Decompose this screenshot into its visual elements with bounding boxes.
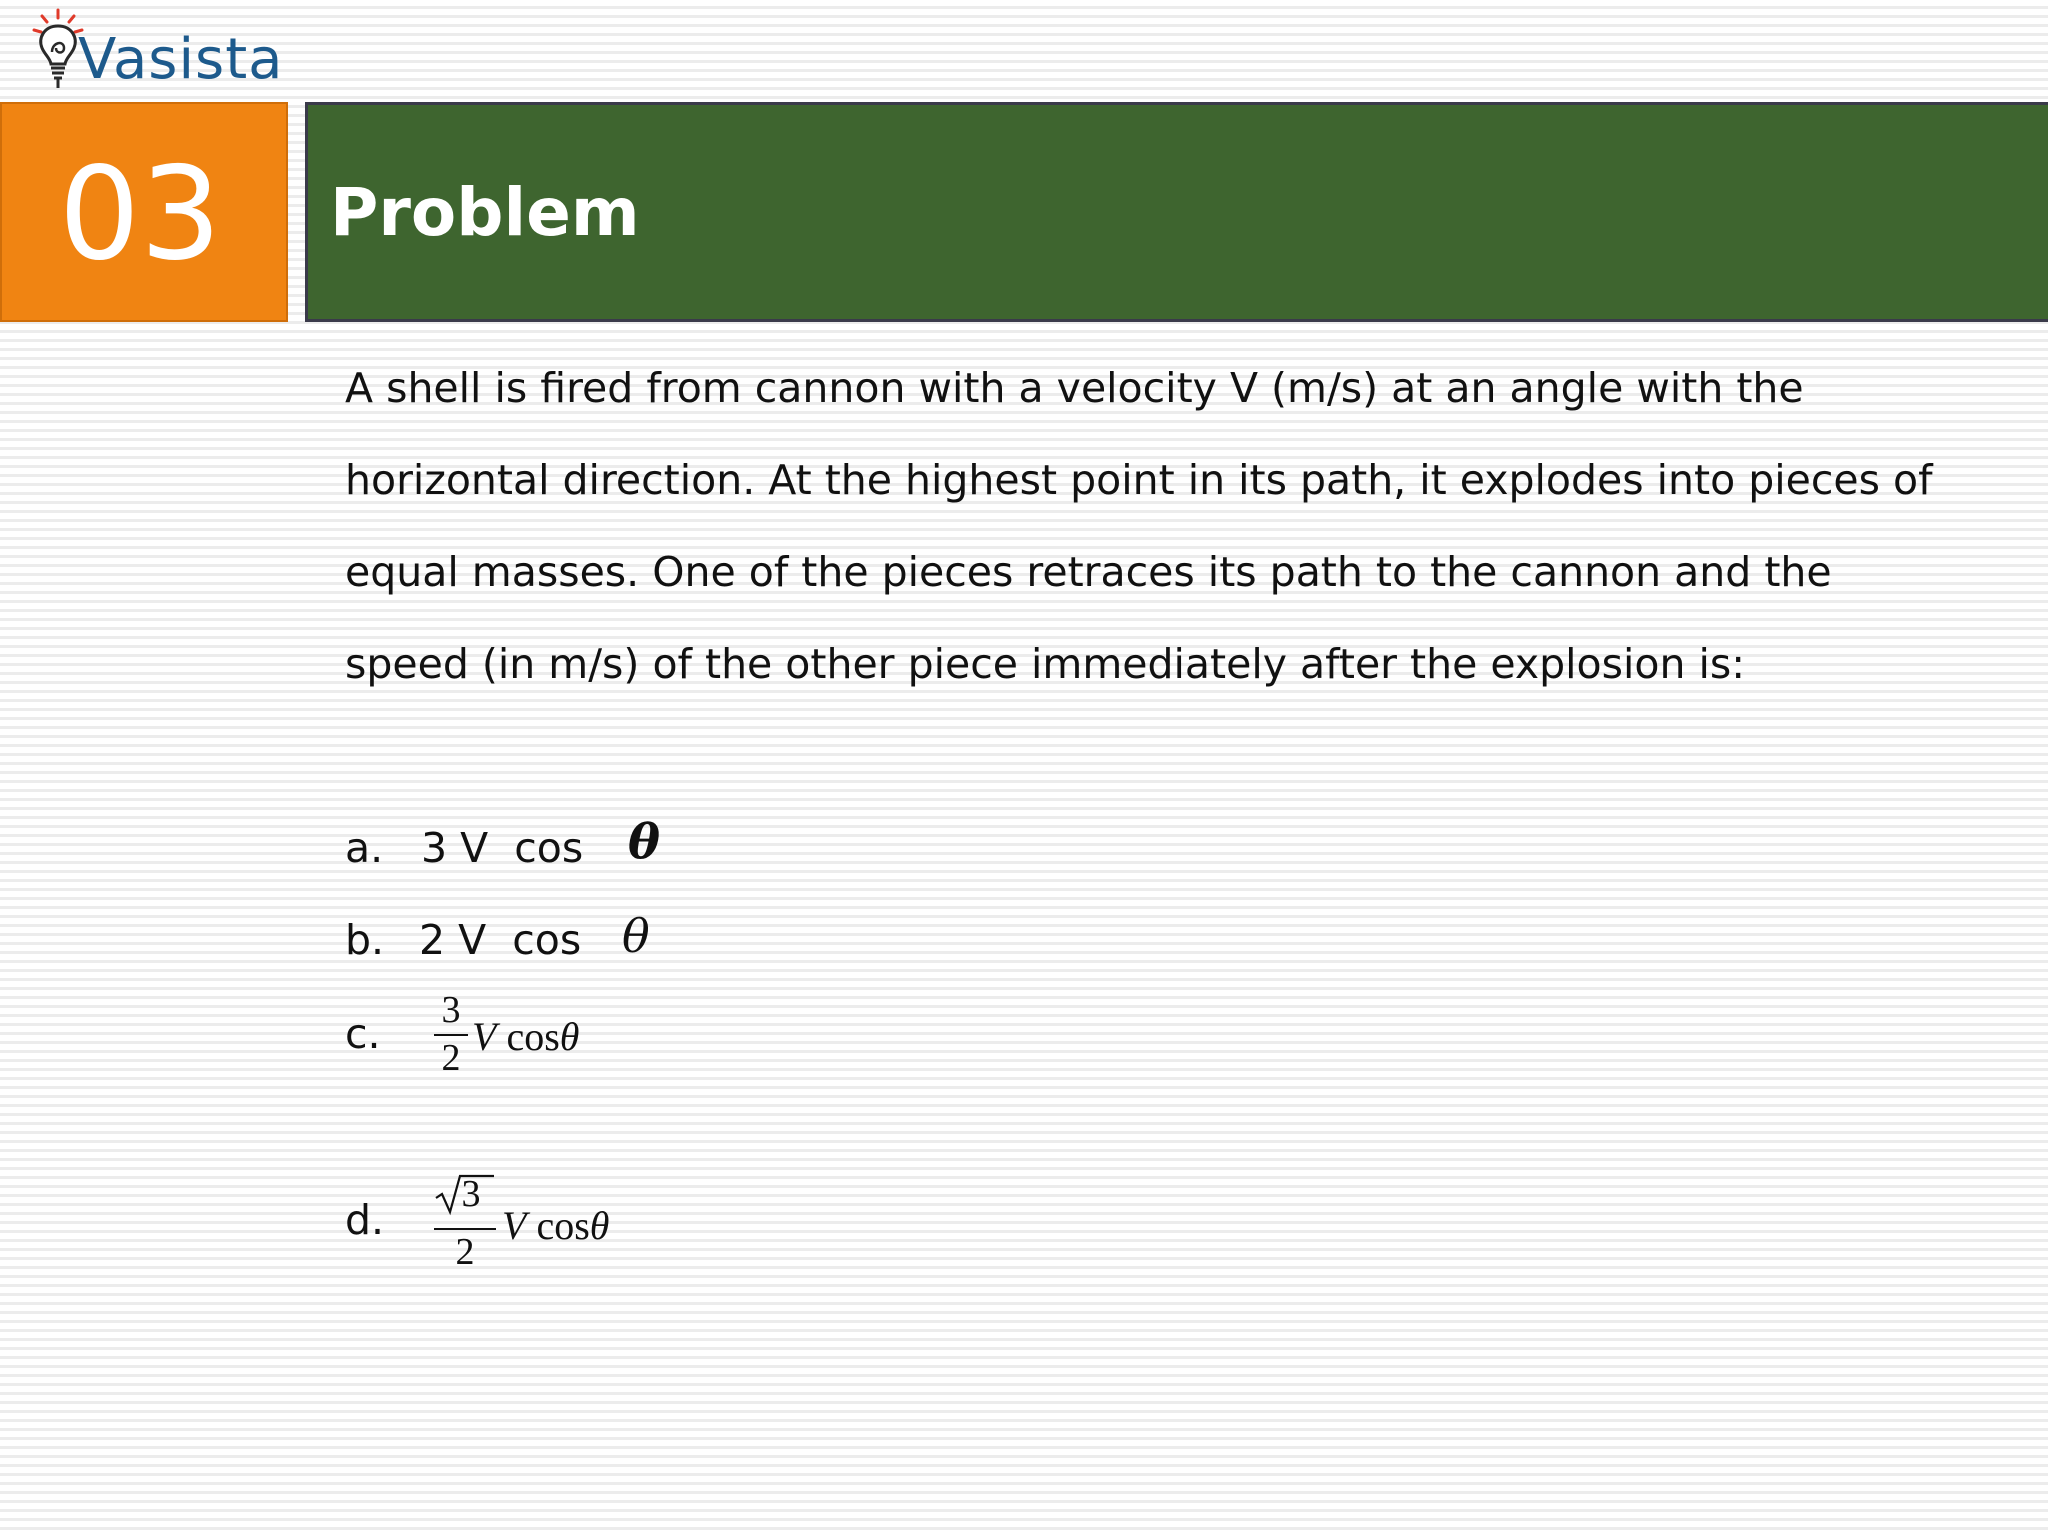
slide-title: Problem bbox=[330, 174, 640, 251]
question-line: speed (in m/s) of the other piece immediately after the explosion is: bbox=[345, 640, 1746, 688]
vasista-logo bbox=[22, 4, 292, 96]
option-b-theta: θ bbox=[622, 909, 650, 963]
title-bar bbox=[305, 102, 2048, 322]
option-d-theta: θ bbox=[589, 1203, 610, 1248]
option-d-denominator: 2 bbox=[455, 1231, 475, 1273]
option-d-fraction-bar bbox=[434, 1228, 496, 1230]
option-d-func: cos bbox=[536, 1203, 590, 1248]
slide-number-box bbox=[0, 102, 288, 322]
question-text bbox=[345, 342, 2005, 710]
option-c-expression bbox=[472, 1015, 579, 1059]
option-d-variable: V bbox=[502, 1203, 527, 1248]
option-a-label: a. bbox=[345, 824, 384, 872]
option-d-fraction bbox=[434, 1172, 496, 1278]
option-c-label: c. bbox=[345, 1010, 381, 1058]
option-a-theta: θ bbox=[628, 814, 661, 870]
option-c-denominator: 2 bbox=[441, 1037, 461, 1079]
option-d-expression bbox=[502, 1204, 609, 1248]
option-c-variable: V bbox=[472, 1014, 497, 1059]
slide-number: 03 bbox=[58, 140, 222, 289]
option-c-fraction bbox=[434, 990, 468, 1090]
question-line: equal masses. One of the pieces retraces its path to the cannon and the bbox=[345, 548, 1832, 596]
option-d-numerator: 3 bbox=[461, 1173, 481, 1215]
option-c-numerator: 3 bbox=[441, 989, 461, 1031]
logo-wordmark: Vasista bbox=[78, 27, 284, 92]
option-b-label: b. bbox=[345, 916, 385, 964]
option-c-fraction-bar bbox=[434, 1034, 468, 1036]
option-c-func: cos bbox=[506, 1014, 560, 1059]
option-c-theta: θ bbox=[559, 1014, 580, 1059]
question-line: horizontal direction. At the highest point in its path, it explodes into pieces of bbox=[345, 456, 1933, 504]
option-b-text: 2 V cos bbox=[419, 916, 582, 964]
question-line: A shell is fired from cannon with a velocity V (m/s) at an angle with the bbox=[345, 364, 1804, 412]
option-d-label: d. bbox=[345, 1196, 385, 1244]
option-a-text: 3 V cos bbox=[421, 824, 584, 872]
